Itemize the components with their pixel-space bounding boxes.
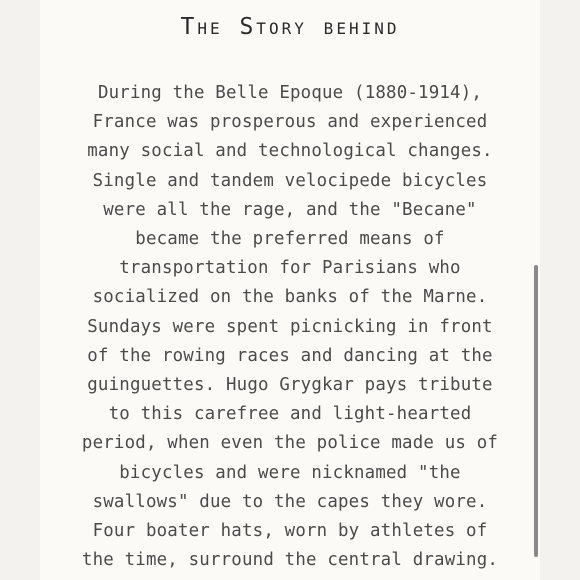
- article-line: During the Belle Epoque (1880-1914),: [97, 83, 483, 103]
- article-line: socialized on the banks of the Marne.: [92, 287, 488, 308]
- article-line: guinguettes. Hugo Grygkar pays tribute: [87, 375, 493, 396]
- article-line: transportation for Parisians who: [119, 258, 461, 279]
- page-title: The Story behind: [180, 14, 400, 40]
- article-line: many social and technological changes.: [87, 141, 493, 162]
- article-line: Sundays were spent picnicking in front: [87, 316, 493, 337]
- article-line: of the rowing races and dancing at the: [87, 345, 493, 366]
- article-line: Single and tandem velocipede bicycles: [92, 170, 488, 191]
- article-line: Four boater hats, worn by athletes of: [92, 521, 488, 542]
- article-body: [0, 79, 580, 575]
- article-line: were all the rage, and the "Becane": [103, 199, 477, 220]
- article-line: became the preferred means of: [135, 229, 445, 250]
- article-line: swallows" due to the capes they wore.: [92, 491, 488, 512]
- article-line: period, when even the police made us of: [81, 433, 499, 454]
- article-line: bicycles and were nicknamed "the: [119, 462, 461, 483]
- vertical-scrollbar-thumb[interactable]: [534, 265, 538, 557]
- article-line: to this carefree and light-hearted: [108, 404, 472, 425]
- article-line: France was prosperous and experienced: [92, 112, 488, 133]
- article-line: the time, surround the central drawing.: [81, 550, 499, 571]
